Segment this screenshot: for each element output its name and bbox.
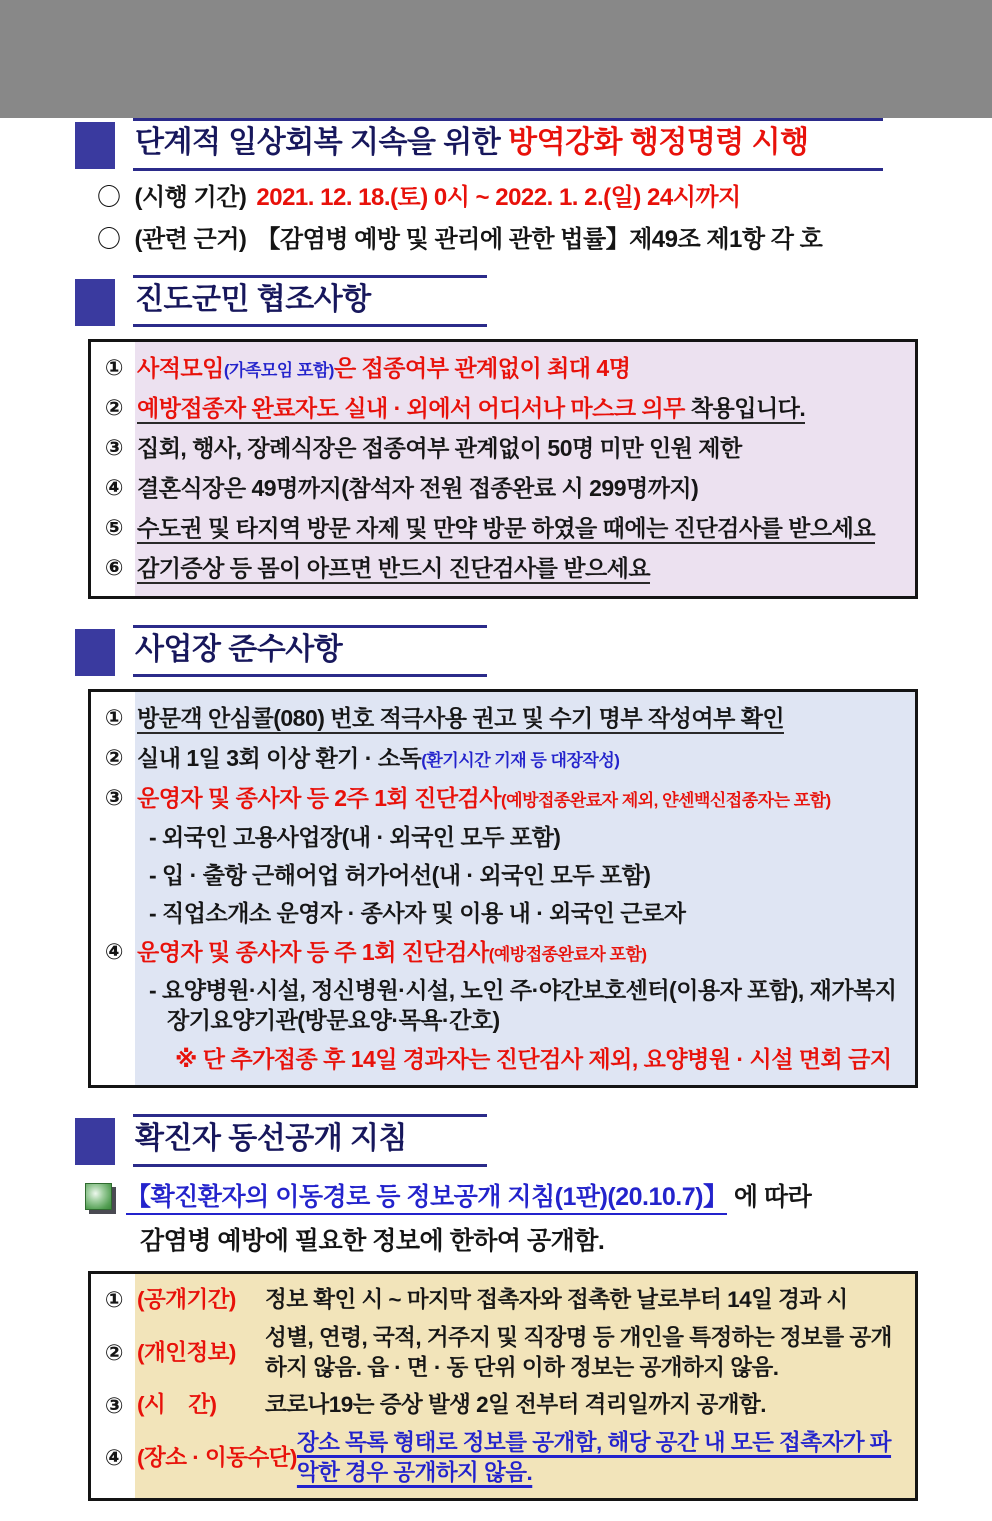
item-text-red: 운영자 및 종사자 등 주 1회 진단검사: [137, 938, 489, 965]
item-text-red: 예방접종자 완료자도 실내 · 외에서 어디서나 마스크 의무: [137, 395, 685, 422]
document-page: [0, 118, 992, 1521]
item-text: [137, 704, 915, 734]
main-title-red: 방역강화 행정명령 시행: [508, 126, 809, 159]
item-number: ②: [104, 745, 124, 771]
item-label: (장소 · 이동수단): [137, 1444, 297, 1470]
list-item: [91, 1281, 915, 1319]
list-item: [91, 1386, 915, 1424]
enforcement-period-value: 2021. 12. 18.(토) 0시 ~ 2022. 1. 2.(일) 24시까지: [256, 183, 741, 211]
list-item: [91, 1319, 915, 1386]
blue-square-marker-icon: [75, 1118, 115, 1165]
business-section-title: 사업장 준수사항: [133, 625, 487, 678]
item-number: ①: [104, 1287, 124, 1313]
item-number: ④: [104, 938, 124, 964]
blue-square-marker-icon: [75, 122, 115, 169]
blue-square-marker-icon: [75, 279, 115, 326]
item-number: ③: [104, 1392, 124, 1418]
item-text-link: 장소 목록 형태로 정보를 공개함, 해당 공간 내 모든 접촉자가 파악한 경우 공개하지 않음.: [296, 1429, 892, 1485]
guideline-link[interactable]: 【확진환자의 이동경로 등 정보공개 지침(1판)(20.10.7)】: [126, 1183, 727, 1215]
disclosure-section-title: 확진자 동선공개 지침: [133, 1114, 487, 1167]
item-text-underlined: 감기증상 등 몸이 아프면 반드시 진단검사를 받으세요: [137, 555, 650, 584]
item-number: ③: [104, 785, 124, 810]
item-number: ②: [104, 395, 124, 421]
item-number: ③: [104, 435, 124, 461]
item-number: ⑤: [104, 514, 124, 540]
item-label: (시 간): [137, 1392, 217, 1418]
item-text-red: 은 접종여부 관계없이 최대 4명: [333, 355, 631, 382]
sub-item: - 요양병원·시설, 정신병원·시설, 노인 주·야간보호센터(이용자 포함), 재가복지 장기요양기관(방문요양·목욕·간호): [149, 977, 897, 1034]
disclosure-intro: [85, 1179, 925, 1260]
list-item: [91, 933, 915, 973]
intro-after-text: 에 따라: [733, 1182, 812, 1211]
list-item: [91, 699, 915, 739]
item-paren-red: (예방접종완료자 포함): [488, 944, 647, 964]
item-number: ⑥: [104, 554, 124, 580]
residents-rules-box: [88, 339, 918, 598]
list-item: [91, 739, 915, 779]
item-text-black: 착용입니다.: [690, 395, 806, 422]
business-section-header: [75, 625, 992, 678]
item-text-underlined: 방문객 안심콜(080) 번호 적극사용 권고 및 수기 명부 작성여부 확인: [137, 705, 784, 734]
item-text: [137, 394, 915, 424]
disclosure-section-header: [75, 1114, 992, 1167]
item-text: [137, 744, 915, 774]
green-square-bullet-icon: [85, 1183, 112, 1210]
residents-section-title: 진도군민 협조사항: [133, 275, 487, 328]
item-text: 성별, 연령, 국적, 거주지 및 직장명 등 개인을 특정하는 정보를 공개하지 않음. 읍 · 면 · 동 단위 이하 정보는 공개하지 않음.: [265, 1324, 892, 1380]
item-paren-red: (예방접종완료자 제외, 얀센백신접종자는 포함): [500, 791, 831, 810]
business-rules-box: [88, 689, 918, 1088]
item-number: ②: [104, 1339, 124, 1365]
list-item: [91, 469, 915, 509]
item-text: [137, 514, 915, 544]
legal-basis-label: (관련 근거): [134, 225, 247, 253]
main-title-navy: 단계적 일상회복 지속을 위한: [135, 126, 501, 159]
item-number: ①: [104, 705, 124, 731]
item-text: 정보 확인 시 ~ 마지막 접촉자와 접촉한 날로부터 14일 경과 시: [265, 1287, 848, 1313]
item-number: ④: [104, 475, 124, 501]
note-line: ※ 단 추가접종 후 14일 경과자는 진단검사 제외, 요양병원 · 시설 면회 금지: [175, 1046, 892, 1073]
item-text-red: 운영자 및 종사자 등 2주 1회 진단검사: [137, 785, 501, 811]
item-label: (공개기간): [137, 1287, 236, 1313]
list-item: [91, 1424, 915, 1491]
list-item: [91, 389, 915, 429]
item-text: 결혼식장은 49명까지(참석자 전원 접종완료 시 299명까지): [137, 475, 699, 502]
item-text-underlined: 수도권 및 타지역 방문 자제 및 만약 방문 하였을 때에는 진단검사를 받으세요: [137, 515, 875, 544]
enforcement-period-label: (시행 기간): [134, 183, 247, 211]
sub-item: - 외국인 고용사업장(내 · 외국인 모두 포함): [149, 823, 561, 850]
item-number: ①: [104, 355, 124, 381]
circle-bullet-icon: 〇: [97, 183, 121, 211]
residents-section-header: [75, 275, 992, 328]
legal-basis-value: 【감염병 예방 및 관리에 관한 법률】제49조 제1항 각 호: [256, 225, 823, 253]
item-text: [137, 354, 915, 384]
list-item: [91, 779, 915, 819]
enforcement-period-line: [97, 182, 992, 213]
item-paren-blue: (환기시간 기재 등 대장작성): [421, 751, 620, 771]
intro-line1-text: [126, 1179, 811, 1215]
item-text-black: 실내 1일 3회 이상 환기 · 소독: [137, 745, 422, 772]
item-number: ④: [104, 1445, 124, 1471]
item-text: 코로나19는 증상 발생 2일 전부터 격리일까지 공개함.: [265, 1392, 766, 1418]
item-text: [137, 554, 915, 584]
list-item: [91, 509, 915, 549]
disclosure-rules-box: [88, 1271, 918, 1501]
sub-item: - 직업소개소 운영자 · 종사자 및 이용 내 · 외국인 근로자: [149, 899, 686, 926]
intro-line2-text: 감염병 예방에 필요한 정보에 한하여 공개함.: [140, 1226, 605, 1255]
item-label: (개인정보): [137, 1339, 236, 1365]
list-item: [91, 549, 915, 589]
item-text-blue-small: (가족모임 포함): [223, 361, 334, 381]
legal-basis-line: [97, 224, 992, 255]
circle-bullet-icon: 〇: [97, 225, 121, 253]
main-title: [133, 118, 883, 171]
main-header: [75, 118, 992, 171]
item-text: [137, 938, 915, 968]
sub-item: - 입 · 출항 근해어업 허가어선(내 · 외국인 모두 포함): [149, 861, 651, 888]
list-item: [91, 429, 915, 469]
list-item: [91, 349, 915, 389]
item-text: 집회, 행사, 장례식장은 접종여부 관계없이 50명 미만 인원 제한: [137, 435, 742, 462]
item-text-red: 사적모임: [137, 355, 224, 382]
item-text: [137, 784, 915, 814]
blue-square-marker-icon: [75, 629, 115, 676]
